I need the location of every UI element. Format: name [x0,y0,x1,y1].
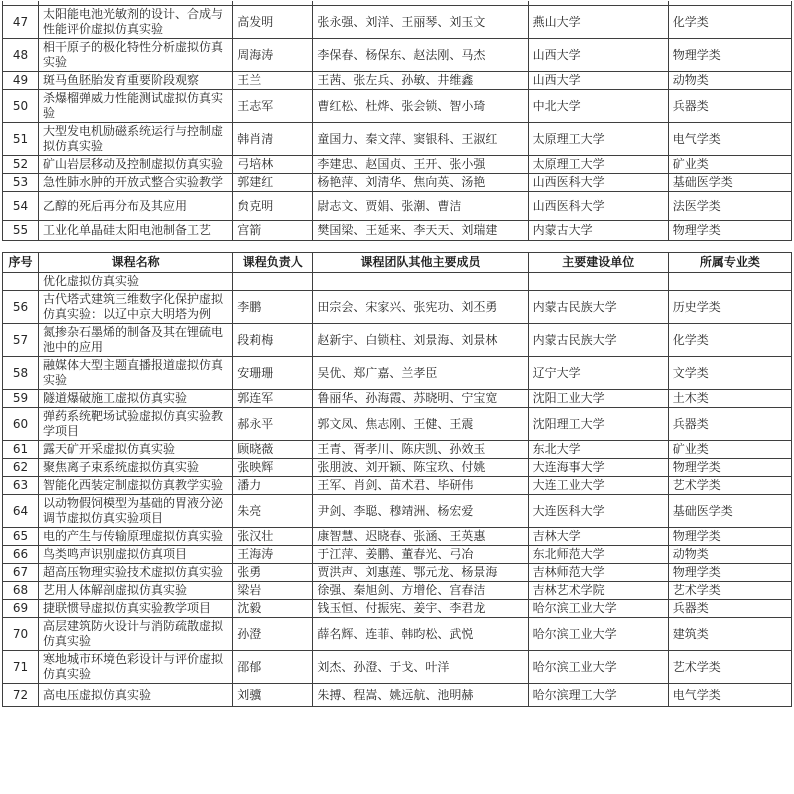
course-name-cell: 超高压物理实验技术虚拟仿真实验 [39,564,233,582]
leader-cell: 高发明 [233,6,313,39]
table-row [3,324,792,357]
table-row [3,357,792,390]
members-cell: 鲁丽华、孙海霞、苏晓明、宁宝宽 [313,390,528,408]
table-row [3,564,792,582]
seq-cell: 58 [3,357,39,390]
leader-cell: 刘骥 [233,684,313,707]
leader-cell: 张勇 [233,564,313,582]
leader-cell: 邵郁 [233,651,313,684]
category-cell [668,273,791,291]
course-name-cell: 高层建筑防火设计与消防疏散虚拟仿真实验 [39,618,233,651]
course-name-cell: 电的产生与传输原理虚拟仿真实验 [39,528,233,546]
seq-cell: 50 [3,90,39,123]
course-name-cell: 弹药系统靶场试验虚拟仿真实验教学项目 [39,408,233,441]
seq-cell: 67 [3,564,39,582]
seq-cell: 55 [3,221,39,241]
seq-cell: 59 [3,390,39,408]
seq-cell: 72 [3,684,39,707]
column-header-seq: 序号 [3,253,39,273]
category-cell: 法医学类 [668,192,791,221]
leader-cell: 沈毅 [233,600,313,618]
course-name-cell: 融媒体大型主题直播报道虚拟仿真实验 [39,357,233,390]
leader-cell: 周海涛 [233,39,313,72]
category-cell: 艺术学类 [668,477,791,495]
table-row [3,651,792,684]
course-name-cell: 捷联惯导虚拟仿真实验教学项目 [39,600,233,618]
unit-cell: 大连医科大学 [528,495,668,528]
table-row [3,72,792,90]
table-row [3,221,792,241]
table-row [3,39,792,72]
seq-cell: 62 [3,459,39,477]
table-row [3,123,792,156]
course-name-cell: 艺用人体解剖虚拟仿真实验 [39,582,233,600]
members-cell: 杨艳萍、刘清华、焦向英、汤艳 [313,174,528,192]
seq-cell: 65 [3,528,39,546]
category-cell: 兵器类 [668,408,791,441]
unit-cell: 内蒙古民族大学 [528,324,668,357]
leader-cell: 段莉梅 [233,324,313,357]
seq-cell: 56 [3,291,39,324]
header-row [3,253,792,273]
course-name-cell: 急性肺水肿的开放式整合实验教学 [39,174,233,192]
seq-cell: 54 [3,192,39,221]
category-cell: 艺术学类 [668,651,791,684]
table-row [3,528,792,546]
category-cell: 兵器类 [668,90,791,123]
course-name-cell: 鸟类鸣声识别虚拟仿真项目 [39,546,233,564]
unit-cell: 沈阳工业大学 [528,390,668,408]
category-cell: 艺术学类 [668,582,791,600]
members-cell: 刘杰、孙澄、于戈、叶洋 [313,651,528,684]
column-header-category: 所属专业类 [668,253,791,273]
members-cell: 尉志文、贾娟、张潮、曹洁 [313,192,528,221]
seq-cell: 63 [3,477,39,495]
members-cell: 贾洪声、刘惠莲、鄂元龙、杨景海 [313,564,528,582]
unit-cell: 吉林师范大学 [528,564,668,582]
unit-cell: 哈尔滨理工大学 [528,684,668,707]
members-cell: 曹红松、杜烨、张会锁、智小琦 [313,90,528,123]
members-cell: 吴优、郑广嘉、兰孝臣 [313,357,528,390]
seq-cell: 60 [3,408,39,441]
leader-cell: 贠克明 [233,192,313,221]
unit-cell: 哈尔滨工业大学 [528,618,668,651]
category-cell: 矿业类 [668,441,791,459]
unit-cell: 山西大学 [528,39,668,72]
leader-cell: 韩肖清 [233,123,313,156]
leader-cell: 安珊珊 [233,357,313,390]
table-row [3,495,792,528]
members-cell: 樊国梁、王延来、李天天、刘瑞建 [313,221,528,241]
course-name-cell: 工业化单晶硅太阳电池制备工艺 [39,221,233,241]
leader-cell: 王志军 [233,90,313,123]
course-name-cell: 氮掺杂石墨烯的制备及其在锂硫电池中的应用 [39,324,233,357]
seq-cell: 66 [3,546,39,564]
category-cell: 物理学类 [668,564,791,582]
members-cell: 朱搏、程嵩、姚远航、池明赫 [313,684,528,707]
members-cell: 王军、肖剑、苗术君、毕研伟 [313,477,528,495]
unit-cell: 山西医科大学 [528,192,668,221]
unit-cell: 哈尔滨工业大学 [528,600,668,618]
unit-cell: 辽宁大学 [528,357,668,390]
category-cell: 物理学类 [668,459,791,477]
seq-cell: 70 [3,618,39,651]
category-cell: 化学类 [668,324,791,357]
table-row [3,6,792,39]
course-name-cell: 以动物假饲模型为基础的胃液分泌调节虚拟仿真实验项目 [39,495,233,528]
leader-cell: 王海涛 [233,546,313,564]
members-cell: 王青、胥孝川、陈庆凯、孙效玉 [313,441,528,459]
course-name-cell: 露天矿开采虚拟仿真实验 [39,441,233,459]
table-row [3,684,792,707]
course-name-cell: 斑马鱼胚胎发育重要阶段观察 [39,72,233,90]
leader-cell: 李鹏 [233,291,313,324]
unit-cell: 哈尔滨工业大学 [528,651,668,684]
category-cell: 建筑类 [668,618,791,651]
leader-cell: 孙澄 [233,618,313,651]
unit-cell: 内蒙古大学 [528,221,668,241]
continuation-row [3,273,792,291]
members-cell: 李保春、杨保东、赵法刚、马杰 [313,39,528,72]
members-cell: 田宗会、宋家兴、张宪功、刘丕勇 [313,291,528,324]
column-header-members: 课程团队其他主要成员 [313,253,528,273]
category-cell: 物理学类 [668,528,791,546]
category-cell: 物理学类 [668,39,791,72]
course-name-cell: 优化虚拟仿真实验 [39,273,233,291]
table-row [3,90,792,123]
members-cell: 薛名辉、连菲、韩昀松、武悦 [313,618,528,651]
course-name-cell: 智能化西装定制虚拟仿真教学实验 [39,477,233,495]
leader-cell: 郝永平 [233,408,313,441]
category-cell: 历史学类 [668,291,791,324]
category-cell: 文学类 [668,357,791,390]
members-cell: 王茜、张左兵、孙敏、井维鑫 [313,72,528,90]
table-row [3,600,792,618]
unit-cell: 大连工业大学 [528,477,668,495]
leader-cell: 潘力 [233,477,313,495]
category-cell: 动物类 [668,72,791,90]
members-cell: 徐强、秦旭剑、方增伦、宫春洁 [313,582,528,600]
seq-cell: 61 [3,441,39,459]
unit-cell: 太原理工大学 [528,123,668,156]
category-cell: 兵器类 [668,600,791,618]
category-cell: 电气学类 [668,684,791,707]
category-cell: 土木类 [668,390,791,408]
seq-cell: 48 [3,39,39,72]
course-name-cell: 乙醇的死后再分布及其应用 [39,192,233,221]
category-cell: 基础医学类 [668,174,791,192]
seq-cell: 69 [3,600,39,618]
course-name-cell: 古代塔式建筑三维数字化保护虚拟仿真实验：以辽中京大明塔为例 [39,291,233,324]
unit-cell: 燕山大学 [528,6,668,39]
courses-table-upper [2,1,792,241]
category-cell: 矿业类 [668,156,791,174]
unit-cell: 沈阳理工大学 [528,408,668,441]
course-name-cell: 大型发电机励磁系统运行与控制虚拟仿真实验 [39,123,233,156]
category-cell: 电气学类 [668,123,791,156]
column-header-unit: 主要建设单位 [528,253,668,273]
members-cell: 李建忠、赵国贞、王开、张小强 [313,156,528,174]
seq-cell [3,273,39,291]
leader-cell: 弓培林 [233,156,313,174]
course-name-cell: 寒地城市环境色彩设计与评价虚拟仿真实验 [39,651,233,684]
category-cell: 化学类 [668,6,791,39]
members-cell: 赵新宇、白锁柱、刘景海、刘景林 [313,324,528,357]
course-name-cell: 高电压虚拟仿真实验 [39,684,233,707]
leader-cell: 张汉壮 [233,528,313,546]
table-row [3,192,792,221]
members-cell: 郭文凤、焦志刚、王健、王震 [313,408,528,441]
table-row [3,390,792,408]
course-name-cell: 杀爆榴弹威力性能测试虚拟仿真实验 [39,90,233,123]
course-name-cell: 太阳能电池光敏剂的设计、合成与性能评价虚拟仿真实验 [39,6,233,39]
course-name-cell: 相干原子的极化特性分析虚拟仿真实验 [39,39,233,72]
members-cell [313,273,528,291]
table-row [3,546,792,564]
unit-cell: 山西医科大学 [528,174,668,192]
courses-table-lower [2,252,792,707]
seq-cell: 53 [3,174,39,192]
course-name-cell: 矿山岩层移动及控制虚拟仿真实验 [39,156,233,174]
category-cell: 动物类 [668,546,791,564]
table-row [3,291,792,324]
unit-cell: 中北大学 [528,90,668,123]
category-cell: 物理学类 [668,221,791,241]
members-cell: 钱玉恒、付振宪、姜宇、李君龙 [313,600,528,618]
leader-cell: 郭建红 [233,174,313,192]
unit-cell: 吉林大学 [528,528,668,546]
seq-cell: 64 [3,495,39,528]
unit-cell: 吉林艺术学院 [528,582,668,600]
seq-cell: 57 [3,324,39,357]
leader-cell: 王兰 [233,72,313,90]
category-cell: 基础医学类 [668,495,791,528]
seq-cell: 47 [3,6,39,39]
unit-cell [528,273,668,291]
course-name-cell: 隧道爆破施工虚拟仿真实验 [39,390,233,408]
seq-cell: 49 [3,72,39,90]
seq-cell: 71 [3,651,39,684]
members-cell: 张朋波、刘开颖、陈宝玖、付姚 [313,459,528,477]
unit-cell: 东北大学 [528,441,668,459]
table-row [3,441,792,459]
seq-cell: 51 [3,123,39,156]
unit-cell: 东北师范大学 [528,546,668,564]
unit-cell: 山西大学 [528,72,668,90]
members-cell: 于江萍、姜鹏、董春光、弓冶 [313,546,528,564]
leader-cell [233,273,313,291]
table-row [3,477,792,495]
members-cell: 尹剑、李聪、穆靖洲、杨宏爱 [313,495,528,528]
members-cell: 康智慧、迟晓春、张涵、王英惠 [313,528,528,546]
unit-cell: 内蒙古民族大学 [528,291,668,324]
table-row [3,459,792,477]
leader-cell: 梁岩 [233,582,313,600]
members-cell: 童国力、秦文萍、窦银科、王淑红 [313,123,528,156]
column-header-leader: 课程负责人 [233,253,313,273]
leader-cell: 朱亮 [233,495,313,528]
course-name-cell: 聚焦离子束系统虚拟仿真实验 [39,459,233,477]
leader-cell: 顾晓薇 [233,441,313,459]
table-row [3,618,792,651]
members-cell: 张永强、刘洋、王丽琴、刘玉文 [313,6,528,39]
seq-cell: 52 [3,156,39,174]
seq-cell: 68 [3,582,39,600]
table-row [3,408,792,441]
unit-cell: 太原理工大学 [528,156,668,174]
table-row [3,582,792,600]
unit-cell: 大连海事大学 [528,459,668,477]
leader-cell: 张映辉 [233,459,313,477]
leader-cell: 宫箭 [233,221,313,241]
table-row [3,156,792,174]
leader-cell: 郭连军 [233,390,313,408]
table-row [3,174,792,192]
column-header-course-name: 课程名称 [39,253,233,273]
